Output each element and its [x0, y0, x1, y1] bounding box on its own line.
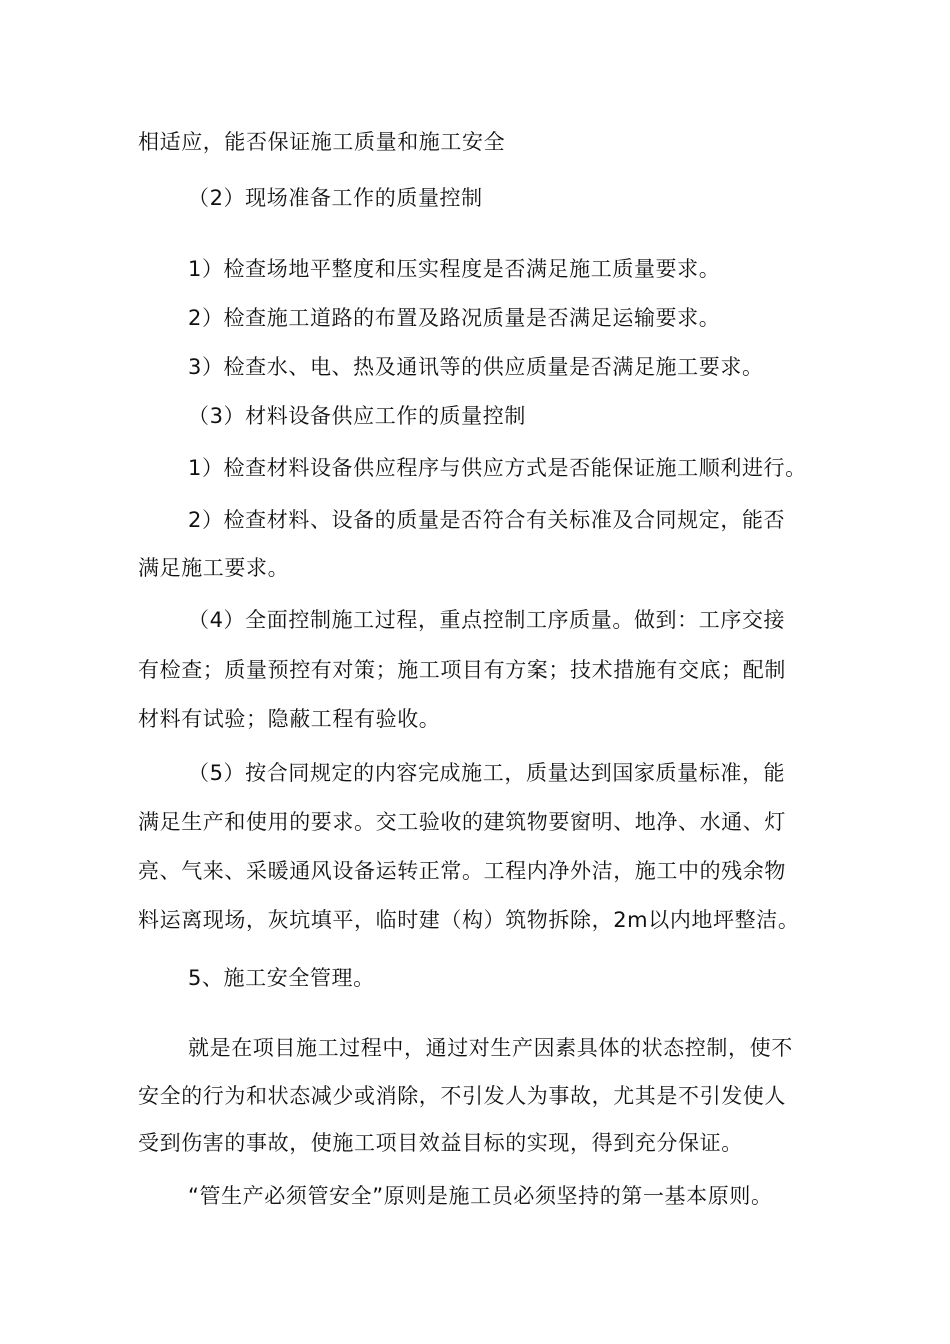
section-heading-5: （5）按合同规定的内容完成施工，质量达到国家质量标准，能 [188, 761, 786, 785]
text-line-12: 材料有试验；隐蔽工程有验收。 [138, 707, 441, 731]
text-line-7: 1）检查材料设备供应程序与供应方式是否能保证施工顺利进行。 [188, 456, 807, 480]
text-line-15: 亮、气来、采暖通风设备运转正常。工程内净外洁，施工中的残余物 [138, 859, 786, 883]
text-line-21: “管生产必须管安全”原则是施工员必须坚持的第一基本原则。 [188, 1184, 773, 1208]
text-line-14: 满足生产和使用的要求。交工验收的建筑物要窗明、地净、水通、灯 [138, 810, 786, 834]
text-line-11: 有检查；质量预控有对策；施工项目有方案；技术措施有交底；配制 [138, 658, 786, 682]
text-line-20: 受到伤害的事故，使施工项目效益目标的实现，得到充分保证。 [138, 1131, 743, 1155]
text-line-18: 就是在项目施工过程中，通过对生产因素具体的状态控制，使不 [188, 1036, 793, 1060]
text-line-19: 安全的行为和状态减少或消除，不引发人为事故，尤其是不引发使人 [138, 1084, 786, 1108]
section-heading-safety: 5、施工安全管理。 [188, 966, 375, 990]
text-line-5: 3）检查水、电、热及通讯等的供应质量是否满足施工要求。 [188, 355, 764, 379]
section-heading-3: （3）材料设备供应工作的质量控制 [188, 404, 526, 428]
text-line-3: 1）检查场地平整度和压实程度是否满足施工质量要求。 [188, 257, 721, 281]
text-line-16: 料运离现场，灰坑填平，临时建（构）筑物拆除，2m以内地坪整洁。 [138, 908, 800, 932]
text-line-9: 满足施工要求。 [138, 556, 290, 580]
section-heading-4: （4）全面控制施工过程，重点控制工序质量。做到：工序交接 [188, 608, 786, 632]
text-line-1: 相适应，能否保证施工质量和施工安全 [138, 130, 506, 154]
text-line-4: 2）检查施工道路的布置及路况质量是否满足运输要求。 [188, 306, 721, 330]
section-heading-2: （2）现场准备工作的质量控制 [188, 186, 483, 210]
text-line-8: 2）检查材料、设备的质量是否符合有关标准及合同规定，能否 [188, 508, 786, 532]
